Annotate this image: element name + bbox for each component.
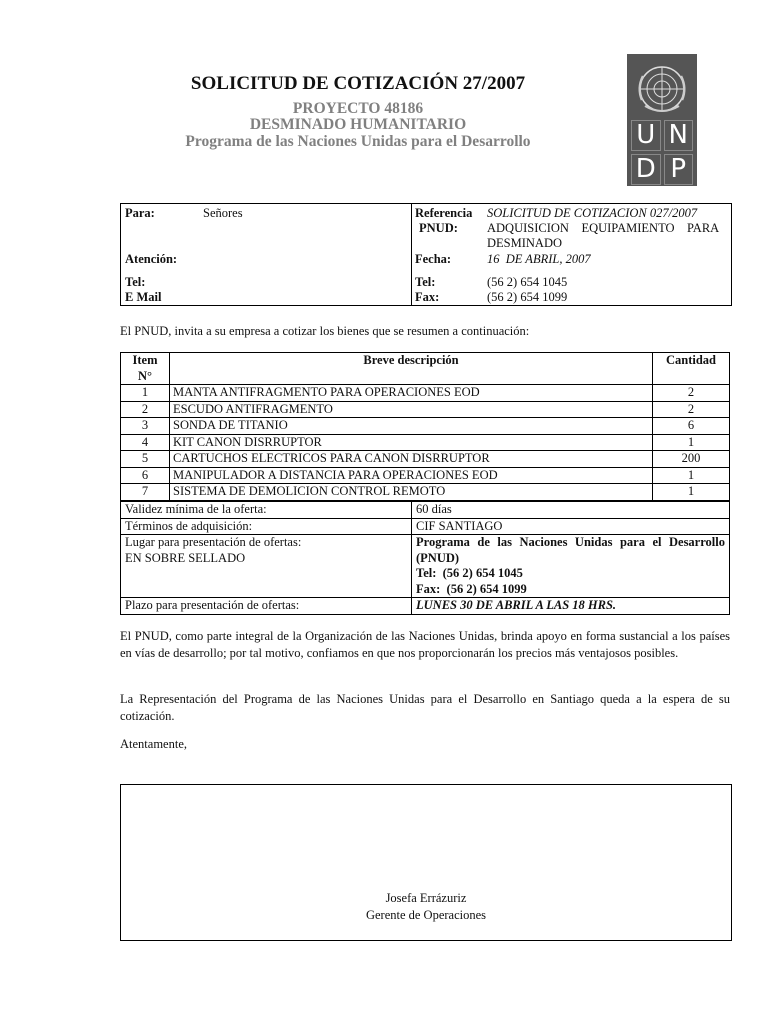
recipient-divider [411, 203, 412, 306]
item-quantity: 1 [653, 484, 730, 501]
plazo-value: LUNES 30 DE ABRIL A LAS 18 HRS. [412, 598, 730, 615]
item-description: SONDA DE TITANIO [170, 418, 653, 435]
lugar-value-tel: Tel: (56 2) 654 1045 [416, 566, 523, 580]
lugar-value-line1: Programa de las Naciones Unidas para el Desarrollo [416, 535, 725, 549]
logo-letter-u: U [631, 120, 661, 151]
item-quantity: 2 [653, 385, 730, 402]
signatory-name: Josefa Errázuriz [385, 891, 467, 905]
referencia-desc-2: DESMINADO [487, 236, 562, 250]
table-row [121, 434, 730, 451]
organization-name: Programa de las Naciones Unidas para el Desarrollo [185, 133, 531, 150]
item-quantity: 1 [653, 434, 730, 451]
recipient-box [120, 203, 732, 306]
terms-row-lugar [121, 535, 730, 598]
document-title: SOLICITUD DE COTIZACIÓN 27/2007 [190, 73, 526, 94]
item-description: MANTA ANTIFRAGMENTO PARA OPERACIONES EOD [170, 385, 653, 402]
fecha-value: 16 DE ABRIL, 2007 [487, 252, 591, 266]
items-header-row [121, 353, 730, 385]
intro-text: El PNUD, invita a su empresa a cotizar los bienes que se resumen a continuación: [120, 324, 530, 338]
table-row [121, 484, 730, 501]
referencia-desc-1: ADQUISICION EQUIPAMIENTO PARA [487, 221, 720, 235]
tel-label: Tel: [125, 275, 146, 289]
item-description: ESCUDO ANTIFRAGMENTO [170, 401, 653, 418]
validez-value: 60 días [412, 502, 730, 519]
plazo-label: Plazo para presentación de ofertas: [121, 598, 412, 615]
terms-table [120, 501, 730, 615]
table-row [121, 385, 730, 402]
lugar-value-line2: (PNUD) [416, 550, 460, 565]
para-value: Señores [203, 206, 243, 220]
item-number: 6 [121, 467, 170, 484]
description-header: Breve descripción [170, 353, 653, 385]
terminos-value: CIF SANTIAGO [412, 518, 730, 535]
undp-logo [627, 54, 697, 186]
fax-value: (56 2) 654 1099 [487, 290, 568, 304]
item-description: CARTUCHOS ELECTRICOS PARA CANON DISRRUPTOR [170, 451, 653, 468]
pnud-label: PNUD: [419, 221, 458, 235]
logo-letter-n: N [664, 120, 694, 151]
item-number: 5 [121, 451, 170, 468]
item-description: KIT CANON DISRRUPTOR [170, 434, 653, 451]
validez-label: Validez mínima de la oferta: [121, 502, 412, 519]
terms-row-validez [121, 502, 730, 519]
lugar-label [121, 535, 412, 598]
lugar-label-line1: Lugar para presentación de ofertas: [125, 535, 302, 549]
item-number: 3 [121, 418, 170, 435]
items-table [120, 352, 730, 501]
item-description: SISTEMA DE DEMOLICION CONTROL REMOTO [170, 484, 653, 501]
paragraph-waiting: La Representación del Programa de las Naciones Unidas para el Desarrollo en Santiago queda a la espera de su cotización. [120, 692, 730, 723]
un-emblem-icon [633, 60, 691, 118]
closing-text: Atentamente, [120, 737, 187, 751]
lugar-label-line2: EN SOBRE SELLADO [125, 550, 246, 565]
email-label: E Mail [125, 290, 162, 304]
project-number: PROYECTO 48186 [292, 100, 424, 117]
fecha-label: Fecha: [415, 252, 452, 266]
para-label: Para: [125, 206, 155, 220]
item-quantity: 1 [653, 467, 730, 484]
referencia-label: Referencia [415, 206, 473, 220]
atencion-label: Atención: [125, 252, 178, 266]
logo-letter-p: P [664, 154, 694, 185]
item-quantity: 2 [653, 401, 730, 418]
project-name: DESMINADO HUMANITARIO [249, 116, 467, 133]
undp-letters [631, 120, 693, 182]
item-header-line2: N° [137, 368, 153, 383]
fax-label: Fax: [415, 290, 440, 304]
quantity-header: Cantidad [653, 353, 730, 385]
item-quantity: 200 [653, 451, 730, 468]
lugar-value [412, 535, 730, 598]
lugar-value-fax: Fax: (56 2) 654 1099 [416, 581, 527, 596]
signature-box [120, 784, 732, 941]
table-row [121, 401, 730, 418]
referencia-value: SOLICITUD DE COTIZACION 027/2007 [487, 206, 698, 220]
item-number: 1 [121, 385, 170, 402]
item-number: 7 [121, 484, 170, 501]
logo-letter-d: D [631, 154, 661, 185]
signatory-role: Gerente de Operaciones [365, 908, 487, 922]
table-row [121, 467, 730, 484]
item-number: 4 [121, 434, 170, 451]
tel2-label: Tel: [415, 275, 436, 289]
terms-row-plazo [121, 598, 730, 615]
table-row [121, 418, 730, 435]
table-row [121, 451, 730, 468]
item-quantity: 6 [653, 418, 730, 435]
paragraph-support: El PNUD, como parte integral de la Organización de las Naciones Unidas, brinda apoyo en forma sustancial a los países en vías de desarrollo; por tal motivo, confiamos en que nos proporcionarán los precios más ventajosos posibles. [120, 629, 730, 660]
item-number: 2 [121, 401, 170, 418]
item-number-header [121, 353, 170, 385]
terminos-label: Términos de adquisición: [121, 518, 412, 535]
item-description: MANIPULADOR A DISTANCIA PARA OPERACIONES EOD [170, 467, 653, 484]
item-header-line1: Item [132, 353, 158, 367]
tel2-value: (56 2) 654 1045 [487, 275, 568, 289]
terms-row-terminos [121, 518, 730, 535]
